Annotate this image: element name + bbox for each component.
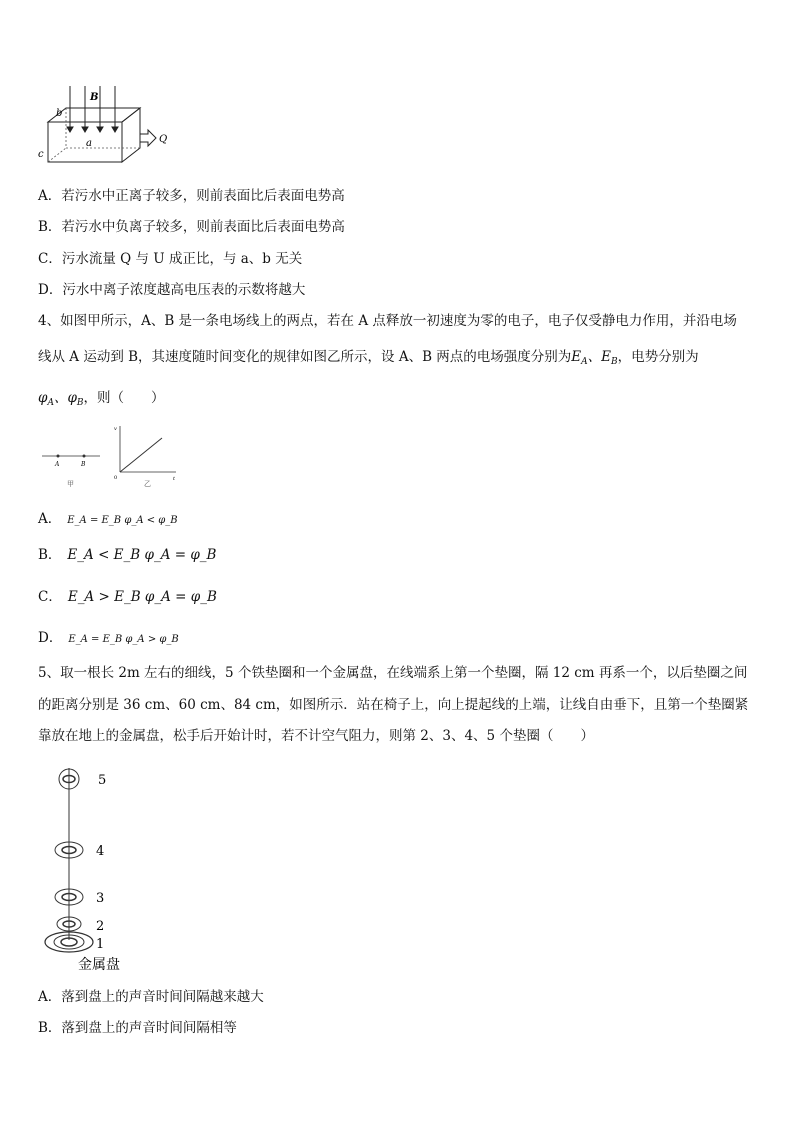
yi-axis-t: t xyxy=(173,476,176,482)
q4-option-d xyxy=(38,628,179,650)
q5-stem-line1: 5、取一根长 2m 左右的细线，5 个铁垫圈和一个金属盘，在线端系上第一个垫圈，隔 12 cm 再系一个，以后垫圈之间 xyxy=(38,665,748,681)
q4-stem-line2 xyxy=(38,347,699,372)
q4-figure xyxy=(40,422,185,490)
q4-stem-line3 xyxy=(38,388,165,413)
q3-option-b: B．若污水中负离子较多，则前表面比后表面电势高 xyxy=(38,219,345,235)
q4-option-c xyxy=(38,587,217,607)
q4-option-b-text: E_A < E_B φ_A = φ_B xyxy=(67,547,217,563)
q4-option-d-text: E_A = E_B φ_A > φ_B xyxy=(68,634,179,645)
q5-option-b: B．落到盘上的声音时间间隔相等 xyxy=(38,1020,237,1036)
label-b: b xyxy=(56,108,63,119)
label-B: B xyxy=(90,92,99,103)
q4-figure-svg xyxy=(40,422,185,490)
yi-origin: 0 xyxy=(114,475,118,481)
label-Q: Q xyxy=(159,134,168,145)
q4-option-a xyxy=(38,509,178,531)
washer-label-3: 3 xyxy=(96,891,105,906)
q4-field-symbols: $E_A$、$E_B$ xyxy=(571,349,618,367)
q3-option-c: C．污水流量 Q 与 U 成正比，与 a、b 无关 xyxy=(38,251,303,267)
yi-axis-v: v xyxy=(114,426,117,432)
washer-label-2: 2 xyxy=(96,919,105,934)
washer-label-1: 1 xyxy=(96,937,105,952)
q4-stem-line2-text: 线从 A 运动到 B，其速度随时间变化的规律如图乙所示，设 A、B 两点的电场强度分别为 xyxy=(38,349,572,365)
washer-diagram xyxy=(40,762,160,977)
flowmeter-diagram xyxy=(36,84,166,164)
q4-potential-symbols: $\varphi_A$、$\varphi_B$ xyxy=(38,390,84,408)
q4-stem-line3-tail: ，则（ ） xyxy=(83,390,165,406)
q4-option-a-label: A． xyxy=(38,511,62,527)
q4-option-c-text: E_A > E_B φ_A = φ_B xyxy=(67,589,217,605)
washer-figure xyxy=(40,762,160,977)
q4-option-a-text: E_A = E_B φ_A < φ_B xyxy=(67,515,178,526)
label-c: c xyxy=(38,149,44,160)
q3-option-a: A．若污水中正离子较多，则前表面比后表面电势高 xyxy=(38,188,345,204)
metal-disc-caption: 金属盘 xyxy=(78,957,120,973)
q5-stem-line2: 的距离分别是 36 cm、60 cm、84 cm，如图所示．站在椅子上，向上提起线的上端，让线自由垂下，且第一个垫圈紧 xyxy=(38,697,749,713)
jia-label-A: A xyxy=(55,461,60,468)
q5-stem-line3: 靠放在地上的金属盘，松手后开始计时，若不计空气阻力，则第 2、3、4、5 个垫圈（ ） xyxy=(38,728,594,744)
q4-option-d-label: D． xyxy=(38,630,63,646)
jia-caption: 甲 xyxy=(67,480,74,488)
q4-stem-line1: 4、如图甲所示，A、B 是一条电场线上的两点，若在 A 点释放一初速度为零的电子，电子仅受静电力作用，并沿电场 xyxy=(38,313,737,329)
washer-label-5: 5 xyxy=(98,773,107,788)
q3-option-d: D．污水中离子浓度越高电压表的示数将越大 xyxy=(38,282,306,298)
q5-option-a: A．落到盘上的声音时间间隔越来越大 xyxy=(38,989,264,1005)
flowmeter-figure xyxy=(36,84,166,164)
q4-option-c-label: C． xyxy=(38,589,62,605)
washer-label-4: 4 xyxy=(96,844,105,859)
jia-label-B: B xyxy=(81,461,86,468)
q4-option-b xyxy=(38,545,216,565)
q4-option-b-label: B． xyxy=(38,547,62,563)
yi-caption: 乙 xyxy=(144,480,151,488)
q4-stem-line2-tail: ，电势分别为 xyxy=(617,349,699,365)
label-a: a xyxy=(86,138,92,149)
